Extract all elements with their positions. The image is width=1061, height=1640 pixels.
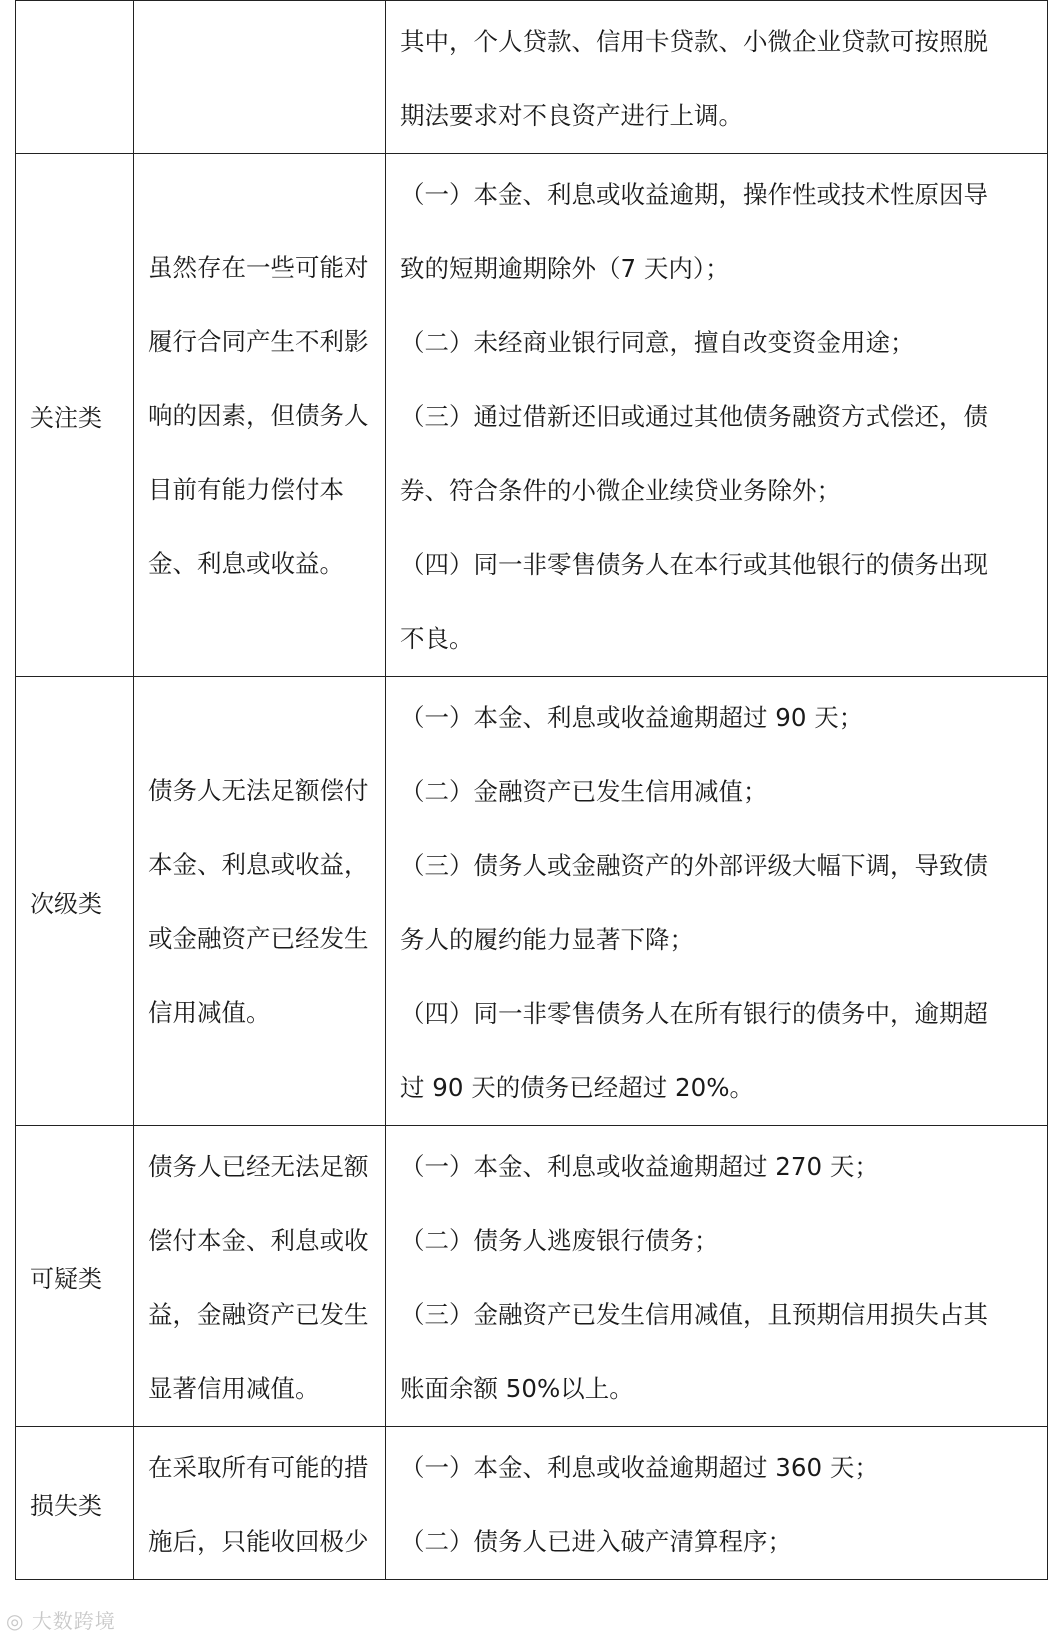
definition-line: 债务人无法足额偿付 bbox=[148, 776, 369, 805]
definition-line: 本金、利息或收益， bbox=[148, 850, 369, 879]
criteria-line: （四）同一非零售债务人在所有银行的债务中，逾期超 bbox=[400, 999, 988, 1028]
criteria-cell bbox=[386, 677, 1048, 1126]
table-row bbox=[16, 1427, 1048, 1580]
criteria-cell bbox=[386, 1427, 1048, 1580]
criteria-cell bbox=[386, 1126, 1048, 1427]
criteria-line: （一）本金、利息或收益逾期超过 90 天； bbox=[400, 703, 864, 732]
criteria-line: （二）债务人已进入破产清算程序； bbox=[400, 1527, 792, 1556]
criteria-line: （一）本金、利息或收益逾期，操作性或技术性原因导 bbox=[400, 180, 988, 209]
definition-cell bbox=[134, 1427, 386, 1580]
criteria-line: （一）本金、利息或收益逾期超过 360 天； bbox=[400, 1453, 879, 1482]
definition-line: 债务人已经无法足额 bbox=[148, 1152, 369, 1181]
definition-line: 响的因素，但债务人 bbox=[148, 401, 369, 430]
definition-line: 或金融资产已经发生 bbox=[148, 924, 369, 953]
table-row bbox=[16, 1, 1048, 154]
watermark bbox=[6, 1605, 116, 1634]
criteria-line: （三）债务人或金融资产的外部评级大幅下调，导致债 bbox=[400, 851, 988, 880]
watermark-logo-icon: ◎ bbox=[6, 1609, 32, 1633]
criteria-cell bbox=[386, 1, 1048, 154]
definition-cell bbox=[134, 1, 386, 154]
criteria-line: （四）同一非零售债务人在本行或其他银行的债务出现 bbox=[400, 550, 988, 579]
watermark-text: 大数跨境 bbox=[31, 1609, 116, 1633]
definition-line: 目前有能力偿付本 bbox=[148, 475, 344, 504]
criteria-line: （一）本金、利息或收益逾期超过 270 天； bbox=[400, 1152, 879, 1181]
category-cell bbox=[16, 1, 134, 154]
definition-cell bbox=[134, 677, 386, 1126]
criteria-line: 不良。 bbox=[400, 624, 474, 653]
table-row bbox=[16, 677, 1048, 1126]
criteria-line: 期法要求对不良资产进行上调。 bbox=[400, 101, 743, 130]
criteria-line: 账面余额 50%以上。 bbox=[400, 1374, 634, 1403]
category-cell: 可疑类 bbox=[16, 1126, 134, 1427]
criteria-line: 券、符合条件的小微企业续贷业务除外； bbox=[400, 476, 841, 505]
definition-line: 益，金融资产已发生 bbox=[148, 1300, 369, 1329]
definition-line: 施后，只能收回极少 bbox=[148, 1527, 369, 1556]
table-row bbox=[16, 1126, 1048, 1427]
definition-cell bbox=[134, 154, 386, 677]
classification-table bbox=[15, 0, 1048, 1580]
criteria-line: 致的短期逾期除外（7 天内）； bbox=[400, 254, 730, 283]
definition-line: 偿付本金、利息或收 bbox=[148, 1226, 369, 1255]
table-row bbox=[16, 154, 1048, 677]
criteria-cell bbox=[386, 154, 1048, 677]
definition-line: 在采取所有可能的措 bbox=[148, 1453, 369, 1482]
definition-line: 虽然存在一些可能对 bbox=[148, 253, 369, 282]
definition-cell bbox=[134, 1126, 386, 1427]
criteria-line: （三）金融资产已发生信用减值，且预期信用损失占其 bbox=[400, 1300, 988, 1329]
criteria-line: 过 90 天的债务已经超过 20%。 bbox=[400, 1073, 754, 1102]
criteria-line: 务人的履约能力显著下降； bbox=[400, 925, 694, 954]
category-cell: 损失类 bbox=[16, 1427, 134, 1580]
definition-line: 金、利息或收益。 bbox=[148, 549, 344, 578]
criteria-line: 其中，个人贷款、信用卡贷款、小微企业贷款可按照脱 bbox=[400, 27, 988, 56]
criteria-line: （二）未经商业银行同意，擅自改变资金用途； bbox=[400, 328, 915, 357]
category-cell: 次级类 bbox=[16, 677, 134, 1126]
definition-line: 履行合同产生不利影 bbox=[148, 327, 369, 356]
definition-line: 信用减值。 bbox=[148, 998, 271, 1027]
criteria-line: （二）金融资产已发生信用减值； bbox=[400, 777, 768, 806]
criteria-line: （二）债务人逃废银行债务； bbox=[400, 1226, 719, 1255]
definition-line: 显著信用减值。 bbox=[148, 1374, 320, 1403]
criteria-line: （三）通过借新还旧或通过其他债务融资方式偿还，债 bbox=[400, 402, 988, 431]
category-cell: 关注类 bbox=[16, 154, 134, 677]
